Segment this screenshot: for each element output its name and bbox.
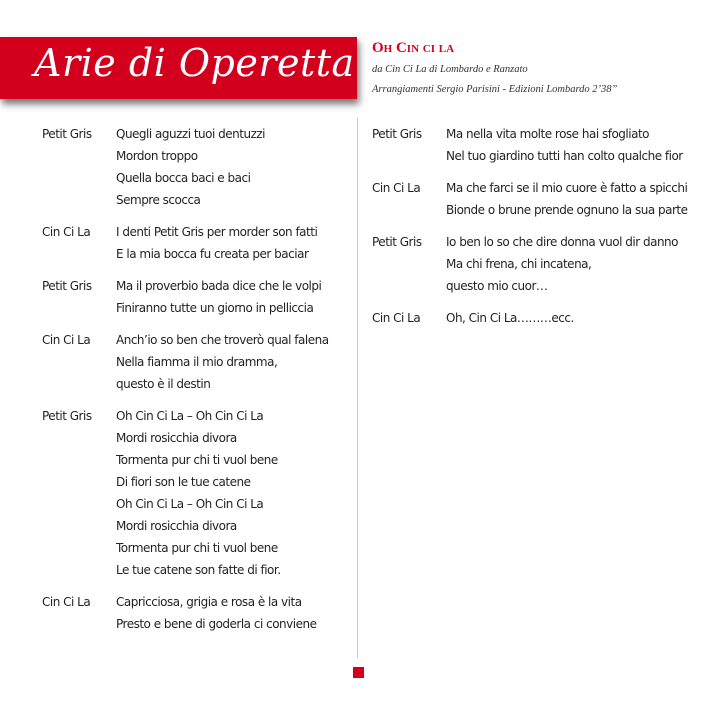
lyric-line: Oh Cin Ci La – Oh Cin Ci La	[116, 497, 264, 511]
column-divider	[357, 118, 358, 658]
lyric-lines	[116, 221, 317, 265]
lyric-line: I denti Petit Gris per morder son fatti	[116, 225, 318, 239]
lyric-stanza	[42, 123, 329, 211]
lyric-lines	[446, 307, 574, 329]
page-marker-square	[353, 667, 364, 678]
speaker-name: Petit Gris	[42, 409, 92, 423]
speaker-name: Petit Gris	[372, 235, 422, 249]
lyric-line: Io ben lo so che dire donna vuol dir danno	[446, 235, 678, 249]
lyric-line: Quella bocca baci e baci	[116, 171, 251, 185]
lyric-line: Bionde o brune prende ognuno la sua parte	[446, 203, 688, 217]
lyric-line: Quegli aguzzi tuoi dentuzzi	[116, 127, 266, 141]
lyric-line: Le tue catene son fatte di fior.	[116, 563, 281, 577]
lyric-line: Ma nella vita molte rose hai sfogliato	[446, 127, 649, 141]
banner-title: Arie di Operetta	[34, 41, 355, 85]
lyric-lines	[116, 275, 321, 319]
speaker-name: Petit Gris	[372, 127, 422, 141]
lyric-line: E la mia bocca fu creata per baciar	[116, 247, 309, 261]
lyric-line: Mordon troppo	[116, 149, 198, 163]
lyric-lines	[446, 177, 687, 221]
lyric-line: questo è il destin	[116, 377, 211, 391]
lyric-line: Mordi rosicchia divora	[116, 431, 237, 445]
lyrics-right-column	[372, 123, 687, 339]
speaker-name: Cin Ci La	[372, 181, 421, 195]
lyric-stanza	[42, 591, 329, 635]
lyric-line: Mordi rosicchia divora	[116, 519, 237, 533]
lyric-line: Oh Cin Ci La – Oh Cin Ci La	[116, 409, 264, 423]
lyric-lines	[116, 591, 316, 635]
speaker-name: Cin Ci La	[372, 311, 421, 325]
section-banner	[0, 37, 357, 99]
lyric-line: questo mio cuor…	[446, 279, 548, 293]
lyric-stanza	[372, 123, 687, 167]
lyric-line: Di fiori son le tue catene	[116, 475, 251, 489]
lyric-lines	[116, 329, 329, 395]
lyric-lines	[446, 231, 678, 297]
speaker-name: Cin Ci La	[42, 595, 91, 609]
lyric-stanza	[372, 307, 687, 329]
lyric-line: Capricciosa, grigia e rosa è la vita	[116, 595, 302, 609]
lyric-stanza	[372, 231, 687, 297]
speaker-name: Cin Ci La	[42, 225, 91, 239]
lyrics-left-column	[42, 123, 329, 645]
lyric-line: Presto e bene di goderla ci conviene	[116, 617, 317, 631]
lyric-line: Finiranno tutte un giorno in pelliccia	[116, 301, 314, 315]
song-title: Oh Cin ci la	[372, 40, 455, 56]
speaker-name: Petit Gris	[42, 127, 92, 141]
lyric-lines	[116, 405, 281, 581]
speaker-name: Cin Ci La	[42, 333, 91, 347]
lyric-lines	[446, 123, 683, 167]
song-source-credit: da Cin Ci La di Lombardo e Ranzato	[372, 64, 528, 75]
speaker-name: Petit Gris	[42, 279, 92, 293]
lyric-stanza	[42, 405, 329, 581]
lyric-line: Tormenta pur chi ti vuol bene	[116, 453, 278, 467]
lyric-stanza	[42, 221, 329, 265]
lyric-stanza	[42, 329, 329, 395]
lyric-line: Ma che farci se il mio cuore è fatto a spicchi	[446, 181, 688, 195]
lyric-line: Tormenta pur chi ti vuol bene	[116, 541, 278, 555]
lyric-stanza	[42, 275, 329, 319]
lyric-stanza	[372, 177, 687, 221]
lyric-line: Ma il proverbio bada dice che le volpi	[116, 279, 322, 293]
lyric-line: Anch’io so ben che troverò qual falena	[116, 333, 329, 347]
lyric-line: Sempre scocca	[116, 193, 201, 207]
lyric-line: Nella fiamma il mio dramma,	[116, 355, 278, 369]
song-arrangement-credit: Arrangiamenti Sergio Parisini - Edizioni Lombardo 2’38”	[372, 84, 618, 95]
lyric-line: Nel tuo giardino tutti han colto qualche fior	[446, 149, 683, 163]
lyric-line: Oh, Cin Ci La………ecc.	[446, 311, 574, 325]
lyric-line: Ma chi frena, chi incatena,	[446, 257, 592, 271]
lyric-lines	[116, 123, 265, 211]
